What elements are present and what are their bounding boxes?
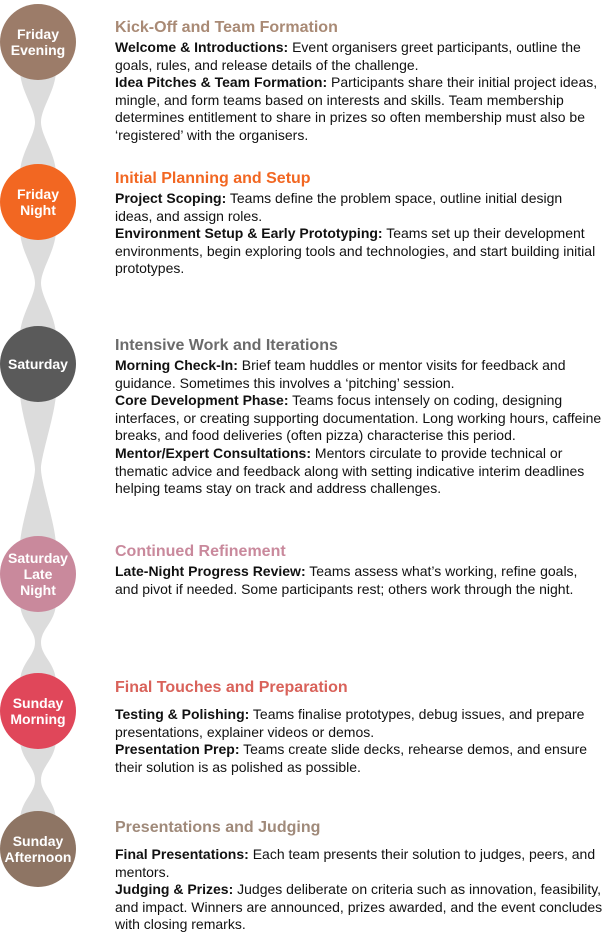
stage-title: Kick-Off and Team Formation — [115, 19, 338, 36]
time-marker-sunday-morning — [0, 673, 76, 749]
entry-presentation-prep — [115, 741, 603, 776]
entry-label: Morning Check-In: — [115, 357, 238, 373]
time-label: Saturday — [8, 356, 68, 372]
entry-text: Teams finalise prototypes, debug issues, and prepare presentations, explainer videos or demos. — [115, 706, 585, 740]
entry-label: Presentation Prep: — [115, 741, 240, 758]
time-marker-saturday — [0, 326, 76, 402]
entry-text: Participants share their initial project ideas, mingle, and form teams based on interests and skills. Team membership determines entitlement to share in prizes so often membership must also be ‘registered’ with the organisers. — [115, 74, 598, 143]
entry-label: Late-Night Progress Review: — [115, 563, 306, 579]
entry-label: Testing & Polishing: — [115, 706, 250, 722]
entry-judging-prizes — [115, 881, 603, 934]
entry-text: Each team presents their solution to judges, peers, and mentors. — [115, 846, 596, 880]
entry-text: Judges deliberate on criteria such as innovation, feasibility, and impact. Winners are announced, prizes awarded, and the event concludes with closing remarks. — [115, 881, 603, 933]
entry-text: Teams focus intensely on coding, designing interfaces, or creating supporting documentation. Long working hours, caffeine breaks, and food deliveries (often pizza) characterise this period. — [115, 392, 602, 444]
time-marker-friday-night — [0, 164, 76, 240]
entry-core-development — [115, 392, 603, 445]
entry-environment-setup — [115, 225, 603, 278]
stage-title: Continued Refinement — [115, 543, 286, 560]
entry-label: Idea Pitches & Team Formation: — [115, 74, 328, 91]
entry-text: Teams define the problem space, outline initial design ideas, and assign roles. — [115, 190, 563, 224]
spine-connector — [20, 739, 56, 821]
entry-text: Brief team huddles or mentor visits for feedback and guidance. Sometimes this involves a ‘pitching’ session. — [115, 357, 566, 391]
entry-late-night-review — [115, 563, 603, 598]
stage-title: Initial Planning and Setup — [115, 170, 311, 187]
entry-label: Judging & Prizes: — [115, 881, 234, 898]
entry-morning-check-in — [115, 357, 603, 392]
entry-text: Event organisers greet participants, outline the goals, rules, and release details of the challenge. — [115, 39, 581, 73]
spine-connector — [20, 602, 56, 683]
stage-title: Final Touches and Preparation — [115, 679, 348, 696]
spine-connector — [20, 70, 56, 174]
time-marker-friday-evening — [0, 4, 76, 80]
stage-content — [115, 678, 603, 776]
stage-title: Intensive Work and Iterations — [115, 337, 338, 354]
time-label: Sunday Morning — [10, 695, 66, 727]
spine-connector — [20, 230, 56, 336]
entry-text: Teams create slide decks, rehearse demos, and ensure their solution is as polished as possible. — [115, 741, 588, 775]
entry-mentor-consultations — [115, 445, 603, 498]
stage-content — [115, 336, 603, 498]
entry-label: Environment Setup & Early Prototyping: — [115, 225, 383, 242]
entry-project-scoping — [115, 190, 603, 225]
time-marker-saturday-late-night — [0, 536, 76, 612]
time-label: Friday Evening — [10, 26, 66, 58]
time-label: Sunday Afternoon — [4, 833, 72, 865]
stage-content — [115, 18, 603, 145]
spine-connector — [20, 392, 56, 546]
entry-welcome-introductions — [115, 39, 603, 74]
time-label: Friday Night — [16, 186, 59, 218]
entry-label: Welcome & Introductions: — [115, 39, 289, 55]
entry-idea-pitches — [115, 74, 603, 144]
stage-content — [115, 169, 603, 278]
timeline-spine — [0, 0, 90, 928]
entry-text: Teams set up their development environments, begin exploring tools and technologies, and start building initial prototypes. — [115, 225, 596, 277]
entry-label: Project Scoping: — [115, 190, 227, 206]
entry-label: Mentor/Expert Consultations: — [115, 444, 312, 461]
entry-text: Mentors circulate to provide technical or thematic advice and feedback along with setting indicative interim deadlines helping teams stay on track and address challenges. — [115, 444, 585, 497]
entry-label: Core Development Phase: — [115, 392, 289, 409]
entry-text: Teams assess what’s working, refine goals, and pivot if needed. Some participants rest; others work through the night. — [115, 563, 578, 597]
stage-content — [115, 818, 603, 934]
stage-title: Presentations and Judging — [115, 819, 321, 836]
time-label: Saturday Late Night — [8, 550, 68, 598]
time-marker-sunday-afternoon — [0, 811, 76, 887]
stage-content — [115, 542, 603, 598]
entry-label: Final Presentations: — [115, 846, 249, 862]
entry-final-presentations — [115, 846, 603, 881]
entry-testing-polishing — [115, 706, 603, 741]
